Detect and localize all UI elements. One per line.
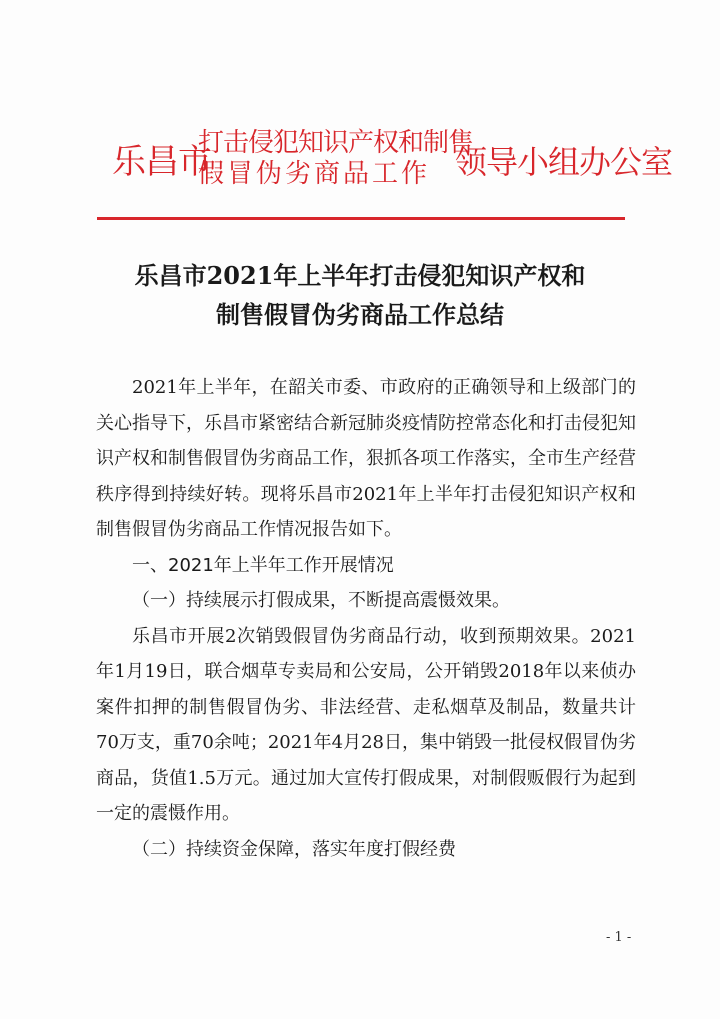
letterhead [100, 128, 673, 198]
letterhead-suffix: 领导小组办公室 [455, 143, 673, 181]
document-body [96, 370, 636, 867]
document-title [80, 256, 640, 334]
intro-paragraph: 2021年上半年，在韶关市委、市政府的正确领导和上级部门的关心指导下，乐昌市紧密结合新冠肺炎疫情防控常态化和打击侵犯知识产权和制售假冒伪劣商品工作，狠抓各项工作落实，全市生产经营秩序得到持续好转。现将乐昌市2021年上半年打击侵犯知识产权和制售假冒伪劣商品工作情况报告如下。 [96, 377, 636, 540]
letterhead-divider [97, 217, 625, 220]
letterhead-city: 乐昌市 [112, 142, 211, 182]
document-title-line1: 乐昌市2021年上半年打击侵犯知识产权和 [134, 261, 586, 290]
subsection-heading: （一）持续展示打假成果，不断提高震慑效果。 [132, 590, 510, 611]
letterhead-office-line1: 打击侵犯知识产权和制售 [198, 128, 474, 158]
section-heading: 一、2021年上半年工作开展情况 [132, 554, 394, 576]
page-number: - 1 - [606, 930, 632, 945]
letterhead-office-name [198, 128, 474, 190]
letterhead-office-line2: 假冒伪劣商品工作 [198, 159, 431, 189]
document-title-line2: 制售假冒伪劣商品工作总结 [216, 300, 504, 329]
subsection-paragraph: 乐昌市开展2次销毁假冒伪劣商品行动，收到预期效果。2021年1月19日，联合烟草专卖局和公安局，公开销毁2018年以来侦办案件扣押的制售假冒伪劣、非法经营、走私烟草及制品，数量共计70万支，重70余吨；2021年4月28日，集中销毁一批侵权假冒伪劣商品，货值1.5万元。通过加大宣传打假成果，对制假贩假行为起到一定的震慑作用。 [96, 625, 636, 824]
subsection-heading: （二）持续资金保障，落实年度打假经费 [132, 838, 456, 860]
